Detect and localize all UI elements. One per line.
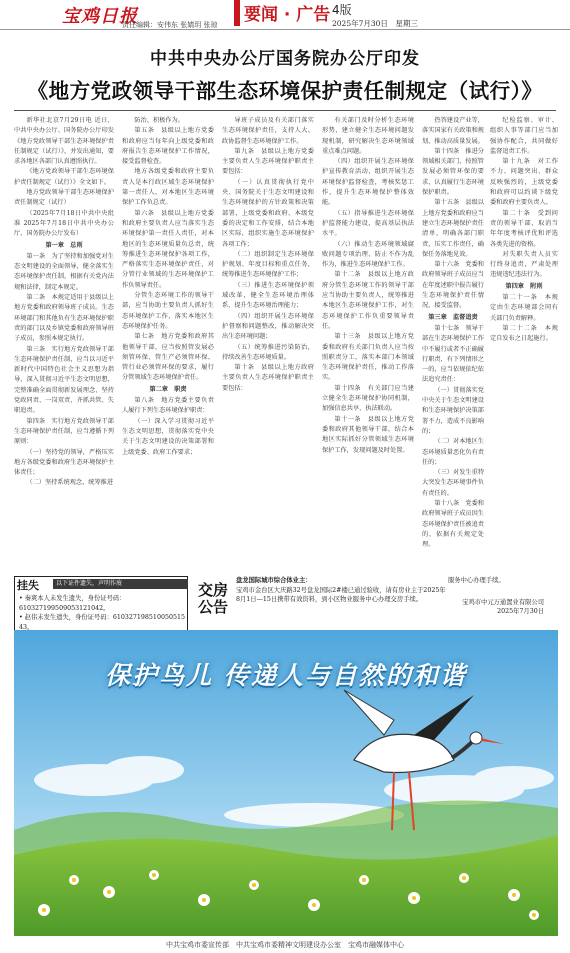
edition-marker: [234, 0, 240, 26]
announcement-right: [448, 576, 544, 617]
article-paragraph: 第八条 地方党委主要负责人履行下列生态环境保护职责：: [122, 397, 214, 415]
article-paragraph: 第十二条 县级以上地方政府分管生态环境工作的领导干部应当协助主要负责人，统筹推进本地区生态环境保护工作，对生态环境保护工作负重要领导责任。: [322, 271, 414, 330]
chapter-heading: 第一章 总则: [45, 241, 83, 249]
article-column-6: [490, 116, 558, 576]
chapter-heading: 第三章 监督追责: [428, 313, 478, 321]
announcement-recipient: 盘龙国际城市综合体业主：: [236, 577, 312, 584]
article-paragraph: （六）推动生态环境领域腐败问题专项治理，防止不作为乱作为，推进生态环境保护工作。: [322, 240, 414, 269]
publication-date: 2025年7月30日 星期三: [332, 19, 418, 28]
article-body: [14, 116, 558, 576]
editor-credits: 责任编辑：安伟东 张婧玥 张琼: [122, 21, 218, 29]
announcement-signature: 宝鸡市中元万通置业有限公司: [462, 598, 544, 606]
notice-bar: 以下证件遗失，声明作废: [53, 579, 188, 589]
footer-organizers: 中共宝鸡市委宣传部 中共宝鸡市委精神文明建设办公室 宝鸡市融媒体中心: [166, 941, 404, 949]
headline-title: 《地方党政领导干部生态环境保护责任制规定（试行）》: [27, 79, 543, 103]
article-paragraph: （一）深入学习贯彻习近平生态文明思想，贯彻落实党中央关于生态文明建设的决策部署和上级党委、政府工作要求；: [122, 417, 214, 456]
article-paragraph: 有关部门及时分析生态环境形势，建立健全生态环境问题发现机制，研究解决生态环境领域重点难点问题。: [322, 117, 414, 155]
announcement-body: [236, 576, 446, 605]
article-paragraph: 地方党政领导干部生态环境保护责任制规定（试行）: [14, 189, 114, 207]
article-paragraph: 第一条 为了坚持和加强党对生态文明建设的全面领导，健全落实生态环境保护责任制，根据有关党内法规和法律，制定本规定。: [14, 252, 114, 291]
article-paragraph: 第十三条 县级以上地方党委和政府有关部门负责人应当按照职责分工，落实本部门本领域生态环境保护责任，推动工作落实。: [322, 333, 414, 382]
headline-kicker: 中共中央办公厅国务院办公厅印发: [150, 49, 420, 69]
poster-title: 保护鸟儿 传递人与自然的和谐: [105, 661, 467, 690]
notice-header: [15, 577, 187, 591]
page-footer: [0, 937, 570, 953]
chapter-heading: 第二章 职责: [149, 385, 187, 393]
article-paragraph: 纪检监察、审计、组织人事等部门应当加强协作配合，共同做好监督追责工作。: [490, 117, 558, 155]
article-column-3: [222, 116, 314, 576]
article-paragraph: 防治、积极作为。: [134, 117, 184, 124]
announcement-text: 宝鸡市金台区大庆路32号盘龙国际2#楼已通过验收，请有房业主于2025年8月1日—15日携带有效资料，到小区物业服务中心办理交房手续。: [236, 586, 446, 604]
article-column-5: [422, 116, 484, 576]
article-paragraph: （三）推进生态环境保护领域改革，健全生态环境治理体系，提升生态环境治理能力；: [222, 281, 314, 310]
article-paragraph: （四）组织开展生态环境保护宣传教育活动，组织开展生态环境保护监督检查，考核奖惩工作，提升生态环境保护整体效能。: [322, 158, 414, 207]
article-column-2: [122, 116, 214, 576]
article-column-4: [322, 116, 414, 576]
notice-line: • 赵伟未发生遗失，身份证号码：610327198510050515 43。: [19, 614, 185, 631]
article-paragraph: 第四条 实行地方党政领导干部生态环境保护责任制，应当遵循下列原则：: [14, 417, 114, 446]
article-paragraph: 热答建设产业等，落实国家有关政策和规划，推动高质量发展。: [422, 117, 484, 145]
article-paragraph: （四）组织开展生态环境保护督察和问题整改，推动解决突出生态环境问题；: [222, 312, 314, 341]
article-paragraph: 第二十条 受到问责的领导干部，取消当年年度考核评优和评选各类先进的资格。: [490, 209, 558, 248]
public-service-poster: [14, 630, 558, 936]
chapter-heading: 第四章 附则: [505, 282, 543, 290]
article-paragraph: 第五条 县级以上地方党委和政府应当每年向上级党委和政府报告生态环境保护工作情况，接受监督检查。: [122, 127, 214, 166]
article-paragraph: 导班子成员及有关部门落实生态环境保护责任，支持人大、政协监督生态环境保护工作。: [222, 117, 314, 145]
newspaper-logo: 宝鸡日报: [62, 6, 138, 27]
article-paragraph: 第三条 实行地方党政领导干部生态环境保护责任制，应当以习近平新时代中国特色社会主义思想为指导，深入贯彻习近平生态文明思想，完整准确全面贯彻新发展理念，坚持党政同责、一岗双责、齐抓共管、失职追责。: [14, 345, 114, 415]
article-paragraph: 第二十一条 本规定由生态环境部会同有关部门负责解释。: [490, 294, 558, 322]
article-paragraph: 第十四条 有关部门应当建立健全生态环境保护协同机制，加强信息共享、执法联动。: [322, 384, 414, 413]
article-paragraph: 第十四条 推进分领域相关部门，按照管发展必须管环保的要求，认真履行生态环境保护职责。: [422, 147, 484, 197]
masthead: [0, 0, 570, 36]
announcement-sign-date: 2025年7月30日: [497, 608, 544, 616]
edition-title: 要闻 · 广告: [244, 5, 331, 25]
article-paragraph: （二）组织制定生态环境保护规划、年度目标和重点任务，统筹推进生态环境保护工作；: [222, 250, 314, 279]
article-paragraph: 第十六条 党委和政府领导班子成员应当在年度述职中报告履行生态环境保护责任情况，接受监督。: [422, 261, 484, 310]
article-paragraph: 第七条 地方党委和政府其他领导干部，应当按照管发展必须管环保、管生产必须管环保、管行业必须管环保的要求，履行分管领域生态环境保护责任。: [122, 333, 214, 382]
article-paragraph: （五）指导推进生态环境保护监督能力建设，提高基层执法水平。: [322, 209, 414, 238]
page-number: 4版: [332, 3, 352, 17]
article-paragraph: （三）对发生重特大突发生态环境事件负有责任的。: [422, 469, 484, 497]
article-paragraph: 分管生态环境工作的领导干部，应当协助主要负责人抓好生态环境保护工作，落实本地区生态环境保护任务。: [122, 292, 214, 330]
article-paragraph: （二）对本地区生态环境质量恶化负有责任的；: [422, 438, 484, 466]
article-paragraph: 第六条 县级以上地方党委和政府主要负责人应当落实生态环境保护第一责任人责任，对本地区的生态环境质量负总责，统筹推进生态环境保护各项工作，严格落实生态环境保护责任，对分管行业领域的生态环境保护工作负领导责任。: [122, 209, 214, 289]
article-paragraph: 第十九条 对工作不力、问题突出、群众反映强烈的，上级党委和政府可以约谈下级党委和政府主要负责人。: [490, 158, 558, 207]
article-paragraph: 第十八条 党委和政府领导班子成员因生态环境保护责任被追责的，依据有关规定处理。: [422, 499, 484, 549]
article-paragraph: 第十五条 县级以上地方党委和政府应当建立生态环境保护责任清单，明确各部门职责，压实工作责任，确保任务落地见效。: [422, 199, 484, 258]
article-paragraph: 对失职失责人员实行终身追责，严肃处理违规违纪违法行为。: [490, 250, 558, 279]
article-paragraph: 第十七条 领导干部在生态环境保护工作中不履行或者不正确履行职责，有下列情形之一的，应当依规依纪依法追究责任：: [422, 324, 484, 384]
article-column-1: [14, 116, 114, 576]
headline-divider: [14, 110, 556, 111]
article-paragraph: （2025年7月18日中共中央批准 2025年7月18日中共中央办公厅、国务院办公厅发布）: [14, 209, 114, 238]
article-paragraph: 第十一条 县级以上地方党委和政府其他领导干部，结合本地区实际抓好分管领域生态环境保护工作，发现问题及时处置。: [322, 415, 414, 454]
article-paragraph: 地方各级党委和政府主要负责人是本行政区域生态环境保护第一责任人，对本地区生态环境保护工作负总责。: [122, 168, 214, 207]
article-paragraph: 《地方党政领导干部生态环境保护责任制规定（试行）》全文如下。: [14, 168, 114, 186]
masthead-divider: [0, 29, 570, 30]
article-paragraph: （一）贯彻落实党中央关于生态文明建设和生态环境保护决策部署不力，造成不良影响的；: [422, 386, 484, 435]
article-paragraph: 第十条 县级以上地方政府主要负责人生态环境保护职责主要包括：: [222, 364, 314, 392]
article-paragraph: （五）统筹推进污染防治，持续改善生态环境质量。: [222, 343, 314, 361]
article-paragraph: （一）坚持党的领导，严格压实地方各级党委和政府生态环境保护主体责任；: [14, 448, 114, 477]
handover-announcement: [196, 576, 544, 630]
article-paragraph: 新华社北京7月29日电 近日，中共中央办公厅、国务院办公厅印发《地方党政领导干部生态环境保护责任制规定（试行）》，并发出通知，要求各地区各部门认真遵照执行。: [14, 117, 114, 166]
article-paragraph: 第二条 本规定适用于县级以上地方党委和政府领导班子成员。生态环境部门和其他负有生态环境保护职责的部门以及乡镇党委和政府领导班子成员，参照本规定执行。: [14, 294, 114, 343]
article-paragraph: 第二十二条 本规定自发布之日起施行。: [490, 324, 558, 343]
notice-tag: 挂失: [17, 579, 39, 592]
announcement-right-text: 服务中心办理手续。: [448, 577, 505, 584]
lost-notice: [14, 576, 188, 632]
notice-line: • 秦爽本人未发生遗失，身份证号码：610327199509053121042。: [19, 595, 126, 612]
article-paragraph: （一）认真贯彻执行党中央、国务院关于生态文明建设和生态环境保护的方针政策和决策部署，上级党委和政府、本级党委的决定和工作安排，结合本地区实际，组织实施生态环境保护各项工作；: [222, 178, 314, 248]
article-paragraph: （二）坚持系统观念，统筹推进: [26, 479, 114, 487]
article-paragraph: 第九条 县级以上地方党委主要负责人生态环境保护职责主要包括：: [222, 147, 314, 176]
announcement-title: 交房公告: [197, 581, 228, 616]
